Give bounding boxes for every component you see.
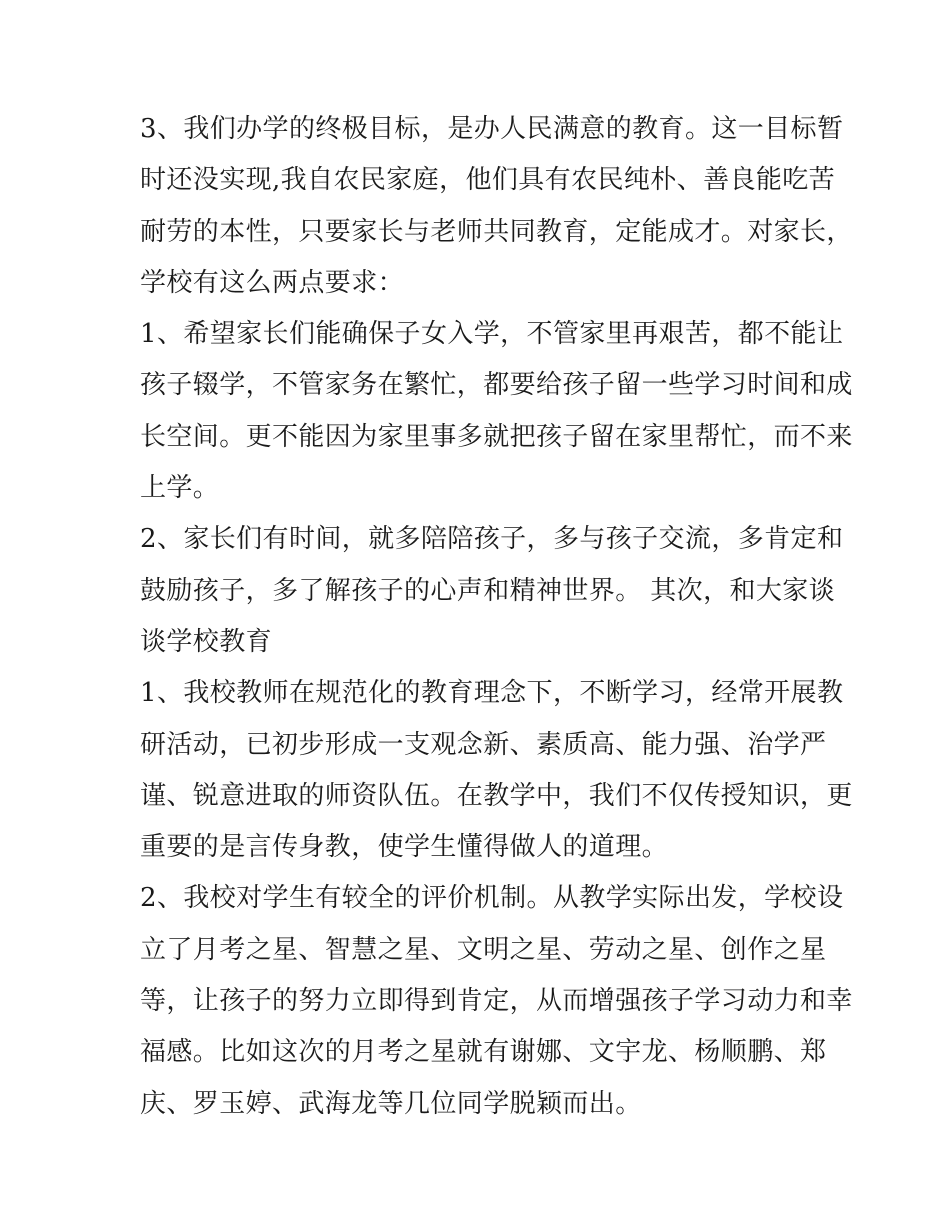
text-line: 长空间。更不能因为家里事多就把孩子留在家里帮忙，而不来 — [140, 421, 853, 452]
text-line: 学校有这么两点要求： — [140, 267, 405, 298]
text-line: 1、我校教师在规范化的教育理念下，不断学习，经常开展教 — [140, 678, 844, 709]
text-line: 谈学校教育 — [140, 626, 273, 657]
text-line: 立了月考之星、智慧之星、文明之星、劳动之星、创作之星 — [140, 934, 827, 965]
text-line: 研活动，已初步形成一支观念新、素质高、能力强、治学严 — [140, 729, 827, 760]
text-line: 重要的是言传身教，使学生懂得做人的道理。 — [140, 832, 669, 863]
text-line: 时还没实现,我自农民家庭，他们具有农民纯朴、善良能吃苦 — [140, 165, 836, 196]
text-line: 3、我们办学的终极目标，是办人民满意的教育。这一目标暂 — [140, 114, 844, 144]
text-line: 2、我校对学生有较全的评价机制。从教学实际出发，学校设 — [140, 883, 844, 914]
text-line: 鼓励孩子，多了解孩子的心声和精神世界。 其次，和大家谈 — [140, 575, 836, 606]
text-line: 福感。比如这次的月考之星就有谢娜、文宇龙、杨顺鹏、郑 — [140, 1037, 827, 1068]
text-line: 等，让孩子的努力立即得到肯定，从而增强孩子学习动力和幸 — [140, 986, 853, 1017]
text-line: 1、希望家长们能确保子女入学，不管家里再艰苦，都不能让 — [140, 319, 844, 350]
text-line: 上学。 — [140, 473, 220, 504]
document-body — [140, 104, 853, 1130]
text-line: 2、家长们有时间，就多陪陪孩子，多与孩子交流，多肯定和 — [140, 524, 844, 555]
text-line: 谨、锐意进取的师资队伍。在教学中，我们不仅传授知识，更 — [140, 780, 853, 811]
text-line: 庆、罗玉婷、武海龙等几位同学脱颖而出。 — [140, 1088, 642, 1119]
text-line: 耐劳的本性，只要家长与老师共同教育，定能成才。对家长， — [140, 216, 853, 247]
text-line: 孩子辍学，不管家务在繁忙，都要给孩子留一些学习时间和成 — [140, 370, 853, 401]
